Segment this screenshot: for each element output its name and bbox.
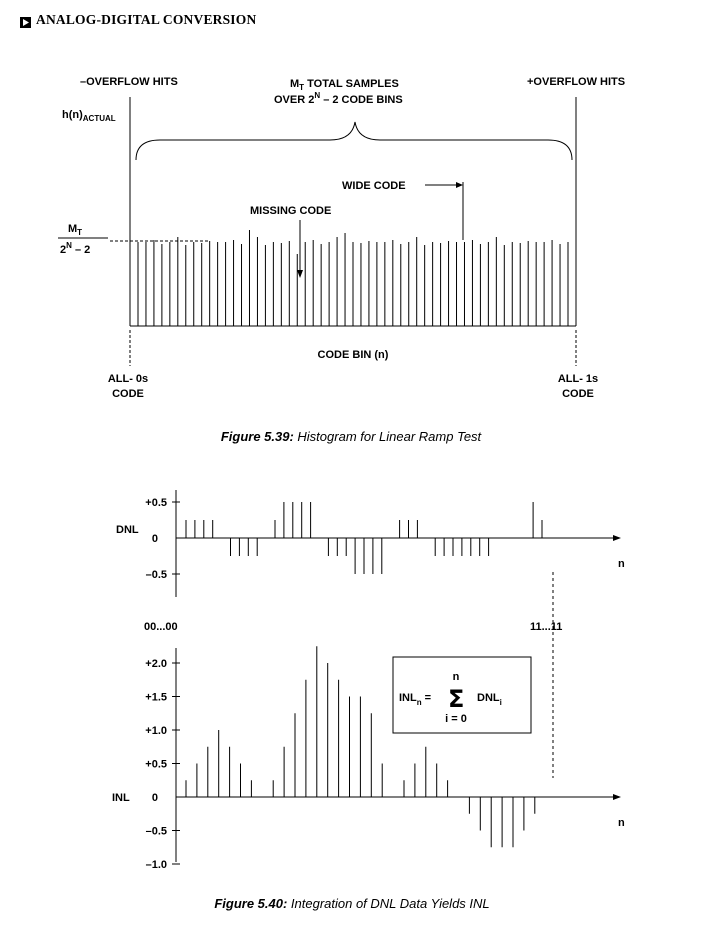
summation-upper-limit: n xyxy=(452,671,460,683)
code-start-label: 00...00 xyxy=(144,621,178,633)
all-ones-code-label: CODE xyxy=(562,388,594,400)
code-bin-axis-label: CODE BIN (n) xyxy=(317,349,389,361)
code-end-label: 11...11 xyxy=(530,621,563,633)
missing-code-label: MISSING CODE xyxy=(250,205,332,217)
all-ones-label: ALL- 1s xyxy=(557,373,599,385)
all-zeros-code-label: CODE xyxy=(112,388,144,400)
missing-code-arrowhead xyxy=(297,270,303,278)
section-title: ANALOG-DIGITAL CONVERSION xyxy=(36,12,257,27)
histogram-bars xyxy=(138,230,568,326)
inl-ticks xyxy=(145,658,180,871)
summation-lower-limit: i = 0 xyxy=(445,713,467,725)
inl-axis-label: INL xyxy=(112,792,130,804)
mean-fraction-denominator: $2^N - 2$ xyxy=(60,241,91,256)
dnl-tick-label-pos: +0.5 xyxy=(145,497,167,509)
formula-rhs: $DNL_i$ xyxy=(477,692,502,707)
dnl-tick-label-neg: –0.5 xyxy=(145,569,167,581)
inl-tick-label: +1.5 xyxy=(145,691,167,704)
dnl-bars xyxy=(186,502,542,574)
mean-fraction-numerator: $M_T$ xyxy=(68,223,83,237)
total-samples-line2: OVER $2^N - 2$ CODE BINS xyxy=(274,91,403,106)
pos-overflow-label: +OVERFLOW HITS xyxy=(527,76,626,88)
inl-tick-label: –0.5 xyxy=(145,825,167,838)
dnl-tick-label-zero: 0 xyxy=(151,533,158,545)
inl-tick-label: +0.5 xyxy=(145,758,167,771)
dnl-x-arrowhead xyxy=(613,535,621,541)
inl-tick-label: +1.0 xyxy=(145,725,167,737)
all-zeros-label: ALL- 0s xyxy=(107,373,149,385)
summation-symbol: Σ xyxy=(448,685,465,713)
dnl-axis-label: DNL xyxy=(116,524,139,536)
dnl-n-label: n xyxy=(618,558,625,570)
histogram-y-axis-label: $h(n)_{ACTUAL}$ xyxy=(62,109,116,123)
figure-5-39-caption: Figure 5.39: Histogram for Linear Ramp Test xyxy=(220,429,482,444)
inl-x-arrowhead xyxy=(613,794,621,800)
inl-tick-label: 0 xyxy=(151,792,158,804)
formula-lhs: $INL_n$ = xyxy=(399,692,432,707)
neg-overflow-label: –OVERFLOW HITS xyxy=(80,76,178,88)
wide-code-arrowhead xyxy=(456,182,463,188)
wide-code-label: WIDE CODE xyxy=(342,180,406,192)
figure-5-40-dnl-inl xyxy=(112,490,625,911)
figure-5-40-caption: Figure 5.40: Integration of DNL Data Yields INL xyxy=(214,896,490,911)
inl-n-label: n xyxy=(618,817,625,829)
inl-tick-label: –1.0 xyxy=(145,859,167,871)
total-samples-line1: $M_T$ TOTAL SAMPLES xyxy=(290,78,399,92)
inl-tick-label: +2.0 xyxy=(145,658,167,670)
samples-brace xyxy=(136,122,572,160)
